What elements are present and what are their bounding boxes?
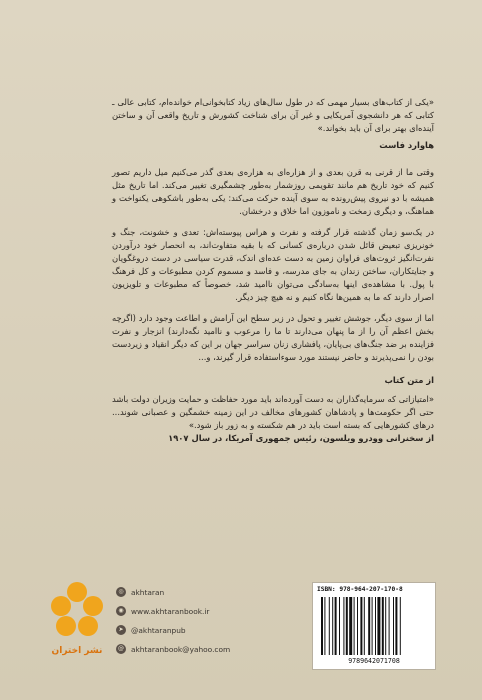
cover-text xyxy=(112,96,434,445)
barcode-bar xyxy=(372,597,373,655)
logo-petal xyxy=(83,596,103,616)
contact-telegram[interactable] xyxy=(116,622,286,638)
contact-email[interactable] xyxy=(116,641,286,657)
barcode-graphic xyxy=(319,597,429,655)
telegram-icon: ➤ xyxy=(116,625,126,635)
barcode-bar xyxy=(393,597,394,655)
quote-wilson: «امتیازاتی که سرمایه‌گذاران به دست آورده‌اند باید مورد حفاظت و حمایت وزیران دولت باشد حتی اگر حکومت‌ها و پادشاهان کشورهای مخالف در این زمینه خشمگین و عصبانی شوند... درهای کشورهایی که بسته است باید در هم شکسته و به زور باز شود.» xyxy=(112,394,434,430)
paragraph-1: وقتی ما از قرنی به قرن بعدی و از هزاره‌ای به هزاره‌ی بعدی گذر می‌کنیم میل داریم تصور کنیم که خود تاریخ هم مانند تقویمی روزشمار به‌طور چشمگیری تغییر می‌کند. اما تاریخ مثل همیشه با دو نیروی پیش‌رونده به سوی آینده حرکت می‌کند: یکی به‌طور باشکوهی یکنواخت و هماهنگ، و دیگری زمخت و ناموزون اما خلاق و درخشان. xyxy=(112,167,434,216)
paragraph-2: در یک‌سو زمان گذشته قرار گرفته و نفرت و هراس پیوسته‌اش: تعدی و خشونت، جنگ و خونریزی تبعیض قائل شدن درباره‌ی کسانی که با بقیه متفاوت‌اند، به انحصار خود درآوردن نفرت‌انگیز ثروت‌های فراوان زمین به دست عده‌ای اندک، قدرت سیاسی در دست دروغگویان و جنایتکاران، ساختن زندان به جای مدرسه، و فاسد و مسموم کردن مطبوعات و کل فرهنگ با پول. با مشاهده‌ی اینها به‌سادگی می‌توان ناامید شد، خصوصاً که مطبوعات و تلویزیون اصرار دارند که ما به همین‌ها نگاه کنیم و نه هیچ چیز دیگر. xyxy=(112,227,434,302)
barcode-bar xyxy=(375,597,376,655)
contact-text: akhtaranbook@yahoo.com xyxy=(131,644,231,654)
contact-text: akhtaran xyxy=(131,587,165,597)
globe-icon: ◉ xyxy=(116,606,126,616)
barcode-bar xyxy=(349,597,352,655)
barcode-bar xyxy=(321,597,323,655)
barcode-bar xyxy=(329,597,330,655)
barcode-bar xyxy=(332,597,333,655)
cover-footer xyxy=(0,570,482,690)
barcode-bar xyxy=(346,597,348,655)
logo-petal xyxy=(78,616,98,636)
barcode-bar xyxy=(339,597,340,655)
contact-website[interactable] xyxy=(116,603,286,619)
barcode-bar xyxy=(354,597,355,655)
publisher-name: نشر اختران xyxy=(51,646,103,656)
barcode-bar xyxy=(385,597,386,655)
barcode-bar xyxy=(382,597,384,655)
barcode-bar xyxy=(335,597,337,655)
publisher-contacts xyxy=(116,584,286,660)
email-icon: @ xyxy=(118,645,124,652)
barcode-bar xyxy=(364,597,365,655)
contact-text: www.akhtaranbook.ir xyxy=(131,606,210,616)
barcode-bar xyxy=(343,597,344,655)
paragraph-3: اما از سوی دیگر، جوشش تغییر و تحول در زیر سطح این آرامش و اطاعت وجود دارد (اگرچه بخش اعظم آن را از ما پنهان می‌دارند تا ما را مرعوب و ناامید نگه‌دارند) انزجار و نفرت فزاینده بر ضد جنگ‌های بی‌پایان، پافشاری زنان سراسر جهان بر این که دیگر انقیاد و زیردست بودن را نمی‌پذیرند و حاضر نیستند مورد سوءاستفاده قرار گیرند، و... xyxy=(112,313,434,362)
quote-author-wilson: از سخنرانی وودرو ویلسون، رئیس جمهوری آمریکا، در سال ۱۹۰۷ xyxy=(168,433,434,443)
barcode-bar xyxy=(324,597,325,655)
logo-petal xyxy=(51,596,71,616)
barcode-bar xyxy=(400,597,401,655)
isbn-label: ISBN: 978-964-207-170-8 xyxy=(317,586,403,593)
publisher-logo xyxy=(48,580,106,670)
contact-text: @akhtaranpub xyxy=(131,625,186,635)
barcode-number: 9789642071708 xyxy=(348,657,400,665)
instagram-icon: ◎ xyxy=(116,587,126,597)
barcode-bar xyxy=(357,597,358,655)
quote-howard-fast: «یکی از کتاب‌های بسیار مهمی که در طول سال‌های زیاد کتابخوانی‌ام خوانده‌ام، کتابی عالی ـ کتابی که هر دانشجوی آمریکایی و غیر آن برای شناخت کشورش و تاریخ واقعی آن و ساختن آینده‌ای بهتر برای آن باید بخواند.» xyxy=(112,97,434,133)
quote-author-howard-fast: هاوارد فاست xyxy=(379,140,434,150)
barcode-bar xyxy=(395,597,397,655)
barcode-bar xyxy=(389,597,390,655)
logo-petal xyxy=(56,616,76,636)
excerpt-source: از متن کتاب xyxy=(384,375,434,385)
isbn-barcode-box xyxy=(312,582,436,670)
barcode-bar xyxy=(377,597,380,655)
barcode-bar xyxy=(368,597,370,655)
barcode-bar xyxy=(360,597,362,655)
contact-instagram[interactable] xyxy=(116,584,286,600)
